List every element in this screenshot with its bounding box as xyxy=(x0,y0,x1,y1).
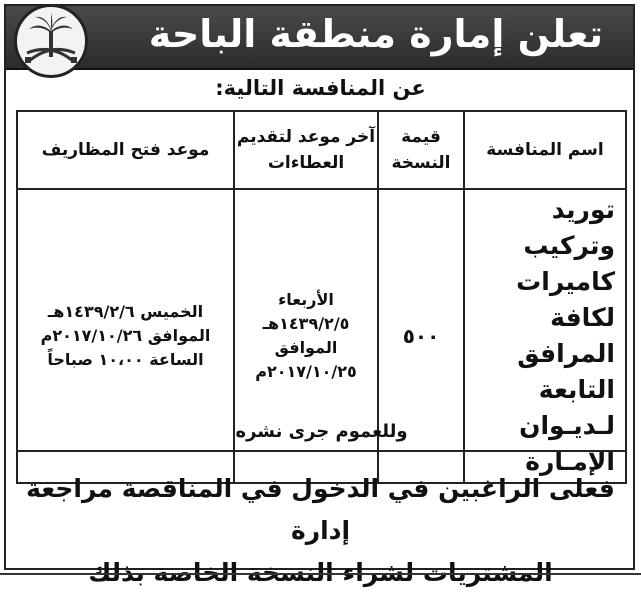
deadline-line: ٢٠١٧/١٠/٢٥م xyxy=(255,362,357,381)
header-copy-price-line1: قيمة xyxy=(401,127,441,147)
publication-note: وللعموم جرى نشره xyxy=(16,414,627,452)
header-deadline-line1: آخر موعد لتقديم xyxy=(236,127,376,147)
header-deadline-line2: العطاءات xyxy=(267,153,345,173)
emblem-graphic xyxy=(17,7,85,75)
deadline-line: الموافق xyxy=(274,338,338,357)
bottom-rule xyxy=(0,573,641,575)
tender-name-line: المرافق التابعة xyxy=(517,339,615,404)
header-submission-deadline xyxy=(234,111,378,189)
saudi-emblem-icon xyxy=(14,4,88,78)
header-title: تعلن إمارة منطقة الباحة xyxy=(148,12,603,56)
footer-line: فعلى الراغبين في الدخول في المناقصة مراجعة إدارة xyxy=(26,474,615,545)
header-envelope-opening: موعد فتح المظاريف xyxy=(17,111,234,189)
footer-line: المشتريات لشراء النسخة الخاصة بذلك xyxy=(88,558,553,587)
tender-name-line: لـديـوان xyxy=(519,411,615,440)
tender-name-line: توريد وتركيب xyxy=(523,195,615,260)
deadline-line: الأربعاء xyxy=(278,290,334,309)
tender-name-line: كاميرات لكافة xyxy=(516,267,615,332)
opening-line: الخميس ١٤٣٩/٢/٦هـ xyxy=(47,302,204,321)
opening-line: الساعة ١٠،٠٠ صباحاً xyxy=(47,350,204,369)
header-tender-name: اسم المنافسة xyxy=(464,111,626,189)
table-header-row xyxy=(17,111,626,189)
deadline-line: ١٤٣٩/٢/٥هـ xyxy=(262,314,350,333)
tender-name-line: الإمـارة xyxy=(525,447,615,476)
subtitle: عن المنافسة التالية: xyxy=(215,76,426,100)
header-copy-price-line2: النسخة xyxy=(391,153,451,173)
copy-price-cell: ٥٠٠ xyxy=(378,189,464,483)
opening-line: الموافق ٢٠١٧/١٠/٢٦م xyxy=(40,326,211,345)
footer-instructions xyxy=(10,468,631,594)
header-banner xyxy=(6,6,633,70)
header-copy-price xyxy=(378,111,464,189)
